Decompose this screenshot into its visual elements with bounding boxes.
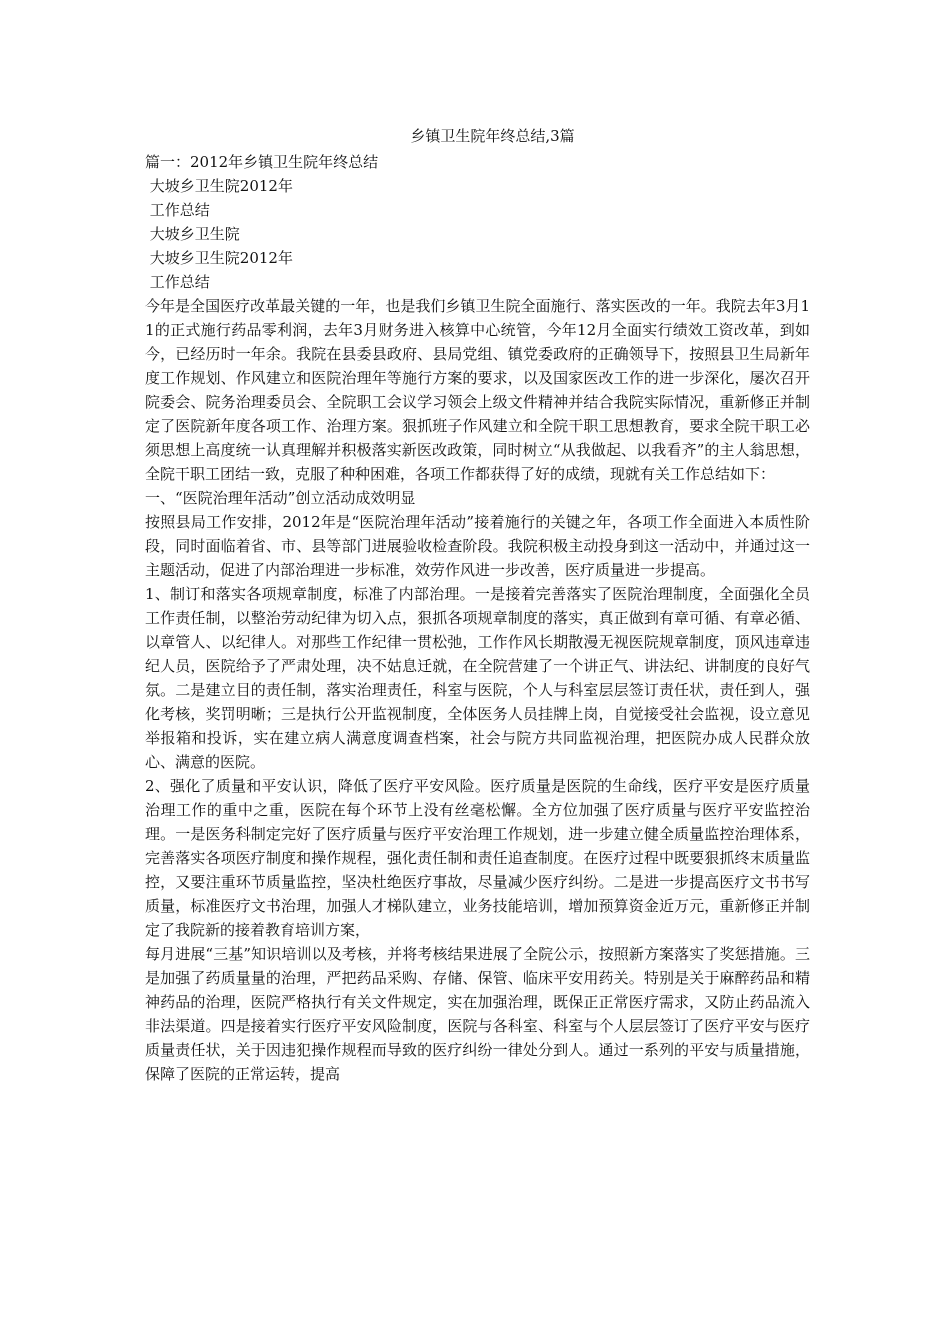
section-heading: 篇一：2012年乡镇卫生院年终总结	[145, 153, 379, 171]
body-paragraph: 1、制订和落实各项规章制度，标准了内部治理。一是接着完善落实了医院治理制度，全面强化全员工作责任制，以整治劳动纪律为切入点，狠抓各项规章制度的落实，真正做到有章可循、有章必循、以章管人、以纪律人。对那些工作纪律一贯松弛，工作作风长期散漫无视医院规章制度，顶风违章违纪人员，医院给予了严肃处理，决不姑息迁就，在全院营建了一个讲正气、讲法纪、讲制度的良好气氛。二是建立目的责任制，落实治理责任，科室与医院，个人与科室层层签订责任状，责任到人，强化考核，奖罚明晰；三是执行公开监视制度，全体医务人员挂牌上岗，自觉接受社会监视，设立意见举报箱和投诉，实在建立病人满意度调查档案，社会与院方共同监视治理，把医院办成人民群众放心、满意的医院。	[145, 585, 810, 771]
body-paragraph: 今年是全国医疗改革最关键的一年，也是我们乡镇卫生院全面施行、落实医改的一年。我院去年3月11的正式施行药品零利润，去年3月财务进入核算中心统管，今年12月全面实行绩效工资改革，到如今，已经历时一年余。我院在县委县政府、县局党组、镇党委政府的正确领导下，按照县卫生局新年度工作规划、作风建立和医院治理年等施行方案的要求，以及国家医改工作的进一步深化，屡次召开院委会、院务治理委员会、全院职工会议学习领会上级文件精神并结合我院实际情况，重新修正并制定了医院新年度各项工作、治理方案。狠抓班子作风建立和全院干职工思想教育，要求全院干职工必须思想上高度统一认真理解并积极落实新医改政策，同时树立“从我做起、以我看齐”的主人翁思想，全院干职工团结一致，克服了种种困难，各项工作都获得了好的成绩，现就有关工作总结如下：	[145, 297, 810, 483]
subheading-line: 工作总结	[145, 201, 210, 219]
subheading-line: 工作总结	[145, 273, 210, 291]
subheading-line: 大坡乡卫生院2012年	[145, 177, 293, 195]
body-paragraph: 每月进展“三基”知识培训以及考核，并将考核结果进展了全院公示，按照新方案落实了奖惩措施。三是加强了药质量量的治理，严把药品采购、存储、保管、临床平安用药关。特别是关于麻醉药品和精神药品的治理，医院严格执行有关文件规定，实在加强治理，既保正正常医疗需求，又防止药品流入非法渠道。四是接着实行医疗平安风险制度，医院与各科室、科室与个人层层签订了医疗平安与医疗质量责任状，关于因违犯操作规程而导致的医疗纠纷一律处分到人。通过一系列的平安与质量措施，保障了医院的正常运转，提高	[145, 945, 810, 1083]
body-paragraph: 2、强化了质量和平安认识，降低了医疗平安风险。医疗质量是医院的生命线，医疗平安是医疗质量治理工作的重中之重，医院在每个环节上没有丝毫松懈。全方位加强了医疗质量与医疗平安监控治理。一是医务科制定完好了医疗质量与医疗平安治理工作规划，进一步建立健全质量监控治理体系，完善落实各项医疗制度和操作规程，强化责任制和责任追查制度。在医疗过程中既要狠抓终末质量监控，又要注重环节质量监控，坚决杜绝医疗事故，尽量减少医疗纠纷。二是进一步提高医疗文书书写质量，标准医疗文书治理，加强人才梯队建立，业务技能培训，增加预算资金近万元，重新修正并制定了我院新的接着教育培训方案，	[145, 777, 810, 939]
subheading-line: 大坡乡卫生院	[145, 225, 240, 243]
document-page	[145, 124, 810, 1086]
subheading-line: 大坡乡卫生院2012年	[145, 249, 293, 267]
section-heading: 一、“医院治理年活动”创立活动成效明显	[145, 489, 416, 507]
document-title: 乡镇卫生院年终总结,3篇	[410, 127, 575, 145]
body-paragraph: 按照县局工作安排，2012年是“医院治理年活动”接着施行的关键之年，各项工作全面进入本质性阶段，同时面临着省、市、县等部门进展验收检查阶段。我院积极主动投身到这一活动中，并通过这一主题活动，促进了内部治理进一步标准，效劳作风进一步改善，医疗质量进一步提高。	[145, 513, 810, 579]
